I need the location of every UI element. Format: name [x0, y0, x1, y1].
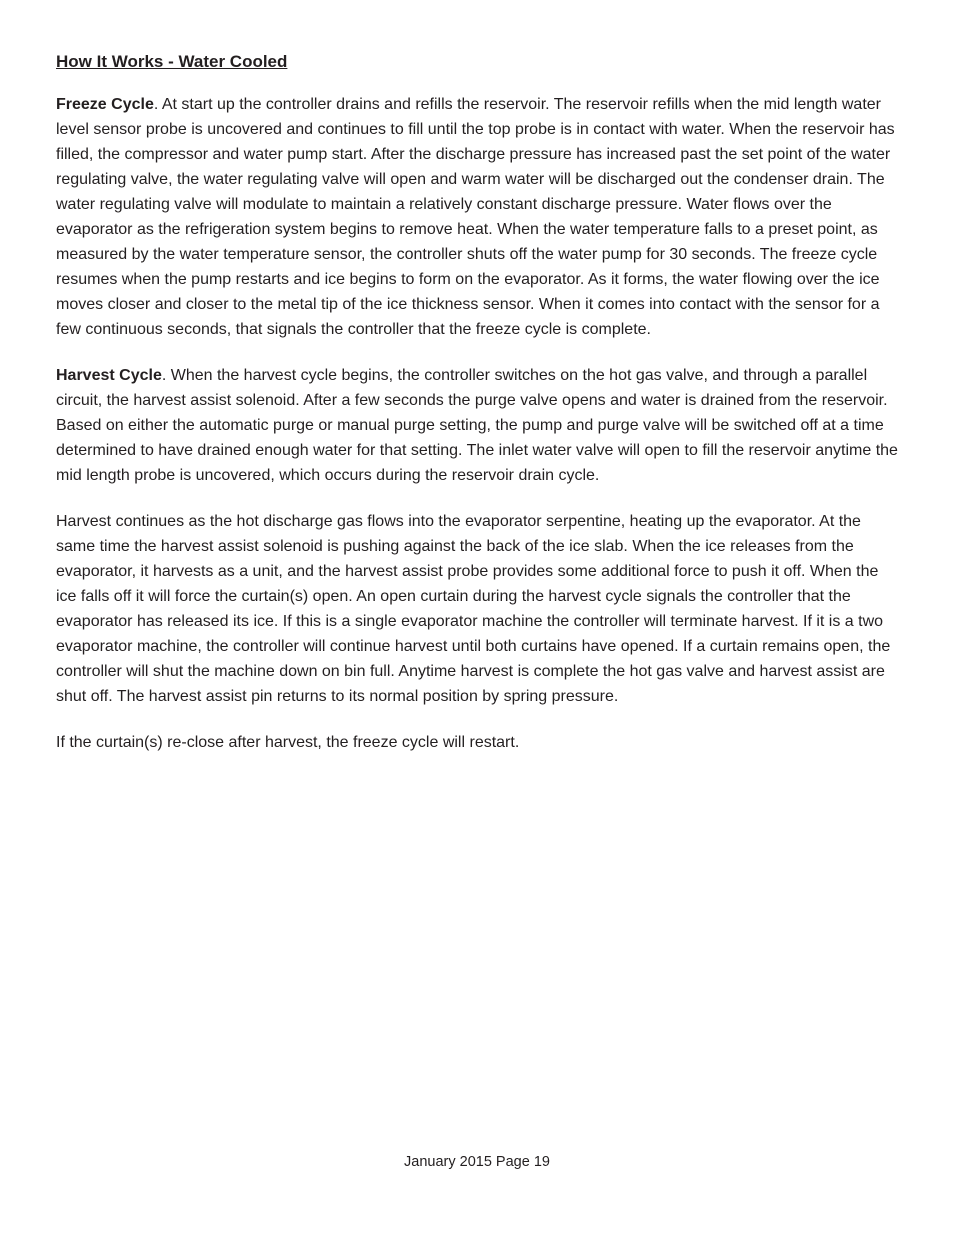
freeze-cycle-text: . At start up the controller drains and refills the reservoir. The reservoir refills when the mid length water level sensor probe is uncovered and continues to fill until the top probe is in contact with water. When the reservoir has filled, the compressor and water pump start. After the discharge pressure has increased past the set point of the water regulating valve, the water regulating valve will open and warm water will be discharged out the condenser drain. The water regulating valve will modulate to maintain a relatively constant discharge pressure. Water flows over the evaporator as the refrigeration system begins to remove heat. When the water temperature falls to a preset point, as measured by the water temperature sensor, the controller shuts off the water pump for 30 seconds. The freeze cycle resumes when the pump restarts and ice begins to form on the evaporator. As it forms, the water flowing over the ice moves closer and closer to the metal tip of the ice thickness sensor. When it comes into contact with the sensor for a few continuous seconds, that signals the controller that the freeze cycle is complete. [56, 96, 895, 338]
harvest-cycle-lead: Harvest Cycle [56, 367, 162, 384]
harvest-cycle-paragraph [56, 363, 902, 488]
freeze-cycle-paragraph [56, 92, 902, 342]
document-body [56, 50, 902, 776]
harvest-cycle-text: . When the harvest cycle begins, the controller switches on the hot gas valve, and through a parallel circuit, the harvest assist solenoid. After a few seconds the purge valve opens and water is drained from the reservoir. Based on either the automatic purge or manual purge setting, the pump and purge valve will be switched off at a time determined to have drained enough water for that setting. The inlet water valve will open to fill the reservoir anytime the mid length probe is uncovered, which occurs during the reservoir drain cycle. [56, 367, 898, 484]
harvest-continues-paragraph: Harvest continues as the hot discharge gas flows into the evaporator serpentine, heating up the evaporator. At the same time the harvest assist solenoid is pushing against the back of the ice slab. When the ice releases from the evaporator, it harvests as a unit, and the harvest assist probe provides some additional force to push it off. When the ice falls off it will force the curtain(s) open. An open curtain during the harvest cycle signals the controller that the evaporator has released its ice. If this is a single evaporator machine the controller will terminate harvest. If it is a two evaporator machine, the controller will continue harvest until both curtains have opened. If a curtain remains open, the controller will shut the machine down on bin full. Anytime harvest is complete the hot gas valve and harvest assist are shut off. The harvest assist pin returns to its normal position by spring pressure. [56, 513, 891, 705]
restart-note-paragraph: If the curtain(s) re-close after harvest, the freeze cycle will restart. [56, 734, 520, 751]
freeze-cycle-lead: Freeze Cycle [56, 96, 154, 113]
page-title: How It Works - Water Cooled [56, 52, 288, 71]
page-footer: January 2015 Page 19 [404, 1154, 550, 1170]
